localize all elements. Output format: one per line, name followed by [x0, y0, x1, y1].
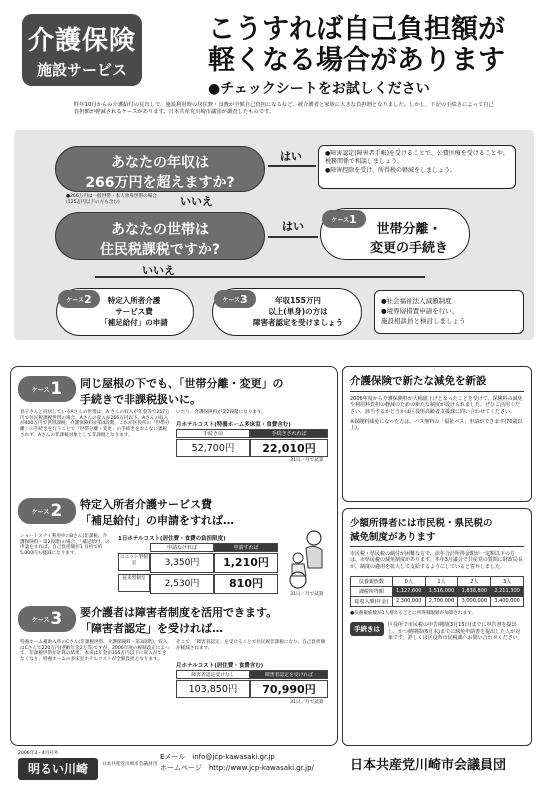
case-1-badge-small: ケース 1 — [322, 210, 366, 228]
homepage-link[interactable]: http://www.jcp-kawasaki.gr.jp/ — [208, 763, 314, 772]
header-badge — [22, 14, 142, 86]
caregiver-illustration — [284, 528, 332, 590]
branch-line — [95, 276, 425, 278]
case-1-result: 世帯分離・ 変更の手続き — [320, 208, 470, 260]
right-box-2: 少額所得者には市民税・県民税の 減免制度があります 市民税・県民税の納付が困難な方で、前年合計所得金額が一定額以下の方は、市県民税の減免制度があります。本年3月議会で共産党の質問に財政局長が、制度の適用を拡大して支給するようにしていると答弁しました。 扶養親族数 0人 1人 2人 3人 課税所得額 1,127,600 1,516,000 1,838,800 2,211,300 総収入額(年金) 2,300,000 2,700,000 3,000,000 3,400,000 ●扶養親族数が1人増えるごとに所得制限額が加算されます。 手続きは 区役所で市民税の申告期間(3月15日)までに申告書を提出し、かつ納期限(6月末)までに減免申請書を提出した人が対象です。詳しくは区役所市民税課へお問い合わせください。 — [342, 508, 532, 746]
question-1: あなたの年収は 266万円を超えますか? — [55, 146, 265, 192]
case-3-title: 要介護者は障害者制度を活用できます。 「障害者認定」を受ければ… — [80, 606, 278, 635]
case-2-text: ショートステイ利用中のBさん(非課税、介護保険料・第2段階)の場合、「補足給付」の申請をすれば、自己負担額が1 日約で約5,000円も軽減になります。 — [20, 534, 110, 557]
right-box-1: 介護保険で新たな減免を新設 2006年度から介護保険料が大幅値上げとなったことを受けて、保険料の減免や利用料負担の軽減のための新たな制度が設けられました。ぜひご活用ください。該当するかどうかは区役所高齢者支援課に問い合わせてください。 ※保険料減免になった方は、バス無料の「福祉パス」申請ができます(70歳以上)。 — [342, 366, 532, 502]
subhead: ●チェックシートをお試しください — [208, 81, 430, 98]
case-2-cost-table: 申請なければ 申請すれば ユニット型個室 3,350円 1,210円 従来型個室 2,530円 810円 — [118, 543, 278, 594]
case-3-result: 年収155万円 以上(単身)の方は 障害者認定を受けましょう — [212, 288, 362, 336]
case-1-before-value: 52,700円 — [176, 439, 250, 457]
yes-arrow-2 — [268, 236, 318, 238]
case-1-cost-title: 月ホテルコスト(特養ホーム多床室・食費含む) — [176, 422, 291, 428]
question-2: あなたの世帯は 住民税課税ですか? — [55, 212, 265, 260]
case-2-title: 特定入所者介護サービス費 「補足給付」の申請をすれば… — [80, 498, 234, 527]
other-options-box: ●社会福祉法人減額制度 ●境界層措置申請を行い、 施設相談員と検討しましょう — [374, 290, 524, 334]
box2-title: 少額所得者には市民税・県民税の — [350, 518, 493, 529]
yes-label-2: はい — [282, 220, 304, 233]
headline-line2: 軽くなる場合があります — [208, 45, 505, 77]
case-3-text: 特養ホーム補助入所のCさん(非課税世帯、介護保険料・第3段階)。収入はCさんで220万円(老齢年金2万等)ですが、2006年度の税制改正によって、非課税世帯が計算の結果、本来は年金が155万円以下に収入ができなくなり、特養ホームの多床室ホテルコストが全額負担となります。 — [20, 640, 170, 663]
income-table — [350, 576, 524, 607]
case-3-cost-table: 障害者認定受けなし 障害者認定を受ければ 103,850円 70,990円 — [176, 670, 328, 698]
case-1-cost-table: 手続き前 手続きされれば 52,700円 22,010円 — [176, 429, 328, 457]
table-row: 総収入額(年金) 2,300,000 2,700,000 3,000,000 3,400,000 — [351, 596, 524, 606]
headline — [208, 14, 528, 98]
box1-title: 介護保険で新たな減免を新設 — [350, 373, 524, 392]
headline-line1: こうすれば自己負担額が — [208, 14, 505, 45]
badge-subtitle: 施設サービス — [36, 61, 127, 79]
badge-title: 介護保険 — [27, 26, 136, 56]
case-2-result: 特定入所者介護 サービス費 「補足給付」の申請 — [56, 288, 194, 336]
case-2-footnote: 31日／月で試算 — [290, 592, 324, 597]
case-3-before-value: 103,850円 — [176, 680, 250, 698]
case-3-text-right: そこで、「障害者認定」を受けることで住民税非課税になり、自己負担額が軽減されます。 — [176, 640, 326, 651]
case-3-footnote: 31日／月で試算 — [290, 700, 324, 705]
case-1-after-value: 22,010円 — [250, 439, 328, 457]
question-1-note: ●266万円は一般世帯・本人単身世帯の場合(125万円以下の方も含む) — [66, 194, 157, 205]
case-2-row: 従来型個室 2,530円 810円 — [118, 574, 278, 594]
table-header-row: 扶養親族数 0人 1人 2人 3人 — [351, 576, 524, 586]
yes-arrow-1 — [268, 165, 316, 167]
case-1-footnote: 31日／月で試算 — [290, 458, 324, 463]
case-2-badge-small: ケース 2 — [58, 290, 100, 308]
table-row: 課税所得額 1,127,600 1,516,000 1,838,800 2,211,300 — [351, 586, 524, 596]
contact-info: Eメール info@jcp-kawasaki.gr.jp ホームページ http://www.jcp-kawasaki.gr.jp/ — [160, 753, 314, 772]
case-1-title: 同じ屋根の下でも、「世帯分離・変更」の 手続きで非課税扱いに。 — [80, 377, 284, 406]
procedure-label: 手続きは — [350, 622, 384, 636]
case-1-text-right: いたり、介護保険料が第2段階になります。 — [176, 410, 266, 415]
case-2-row: ユニット型個室 3,350円 1,210円 — [118, 553, 278, 573]
organization-name: 日本共産党川崎市会議員団 — [350, 758, 507, 773]
case-3-badge-small: ケース 3 — [214, 290, 256, 308]
yes-label-1: はい — [280, 150, 302, 163]
case-2-cost-title: 1日ホテルコスト(居住費・食費の負担限度) — [118, 536, 226, 542]
no-label-2: いいえ — [142, 264, 175, 277]
case-2-badge: ケース 2 — [18, 498, 76, 524]
case-1-text: 息子さんと同居しているAさんの世帯は、A さんの収入が年金等で257万円で住民税課税世帯の場合、Aさんの収入が266万円以下、Aさんの収入が400万円で世帯課税、介護保険料が第4段階。これが区役所の「世帯分離」の手続きを行うことで「世帯分離・変更」の手続きをおこない課税されず、Aさんの非課税対象として非課税となります。 — [20, 410, 170, 438]
email-link[interactable]: info@jcp-kawasaki.gr.jp — [192, 753, 275, 761]
case-3-cost-title: 月ホテルコスト(居住費・食費含む) — [176, 663, 264, 669]
newsletter-logo: 明るい川崎 — [18, 758, 98, 780]
intro-text: 昨年10月からの介護給付の見直しで、施設利用時の居住費・食費が全額自己負担になるなど、被介護者と家族に大きな負担増となりました。しかし、下記の手続きによって自己負担額が軽減されるケースがあります。日本共産党川崎市議団が調査したものです。 — [74, 102, 494, 116]
yes-result-1: ●障害認定(障害者手帳)を受けることで、公費医療を受けることや、税務関係で相談しましょう。 ●障害控除を受け、所得税の軽減をしましょう。 — [318, 145, 516, 189]
no-label-1: いいえ — [180, 195, 213, 208]
case-3-after-value: 70,990円 — [250, 680, 328, 698]
publisher-small: 日本共産党川崎市会議員団 — [102, 762, 158, 767]
case-1-badge: ケース 1 — [18, 376, 76, 402]
issue-date: 2006年3・4月号外 — [18, 751, 59, 756]
case-3-badge: ケース 3 — [18, 606, 76, 632]
